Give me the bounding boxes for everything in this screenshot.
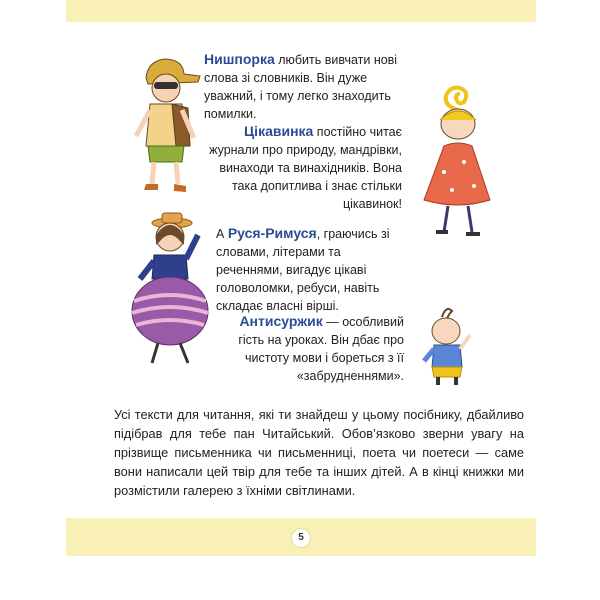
character-paragraph-3	[216, 224, 396, 315]
main-paragraph: Усі тексти для читання, які ти знайдеш у цьому посібнику, дбайливо підібрав для тебе пан Читайський. Обов’язково зверни увагу на прізвище письменника чи письменниці, поета чи поетеси — саме вони написали цей твір для тебе та інших дітей. А в кінці книжки ми розмістили галерею з їхніми світлинами.	[114, 407, 524, 498]
character-paragraph-2	[206, 122, 402, 213]
top-band	[66, 0, 536, 22]
character-text-antysurzhyk: — особливий гість на уроках. Він дбає про чистоту мови і бореться з її «забрудненнями».	[238, 315, 404, 383]
character-intro-rusya: А	[216, 227, 228, 241]
character-text-rusya: , граючись зі словами, літерами та реченнями, вигадує цікаві головоломки, ребуси, навіть складає власні вірші.	[216, 227, 390, 313]
rusya-rymusya-illustration	[118, 205, 218, 370]
character-name-nyshporka: Нишпорка	[204, 51, 275, 67]
character-name-tsikavynka: Цікавинка	[243, 123, 314, 139]
character-paragraph-4	[236, 312, 404, 385]
character-name-rusya-rymusya: Руся-Римуся	[227, 225, 317, 241]
antysurzhyk-illustration	[418, 305, 478, 390]
character-text-tsikavynka: постійно читає журнали про природу, мандрівки, винаходи та винахідників. Вона така допитлива і знає стільки цікавинок!	[209, 125, 402, 211]
tsikavynka-illustration	[414, 82, 499, 242]
character-name-antysurzhyk: Антисуржик	[239, 313, 323, 329]
page-number: 5	[291, 528, 311, 548]
character-text-nyshporka: любить вивчати нові слова зі словників. Він дуже уважний, і тому легко знаходить помилки.	[204, 53, 398, 121]
nyshporka-illustration	[128, 50, 208, 200]
character-paragraph-1	[204, 50, 400, 123]
